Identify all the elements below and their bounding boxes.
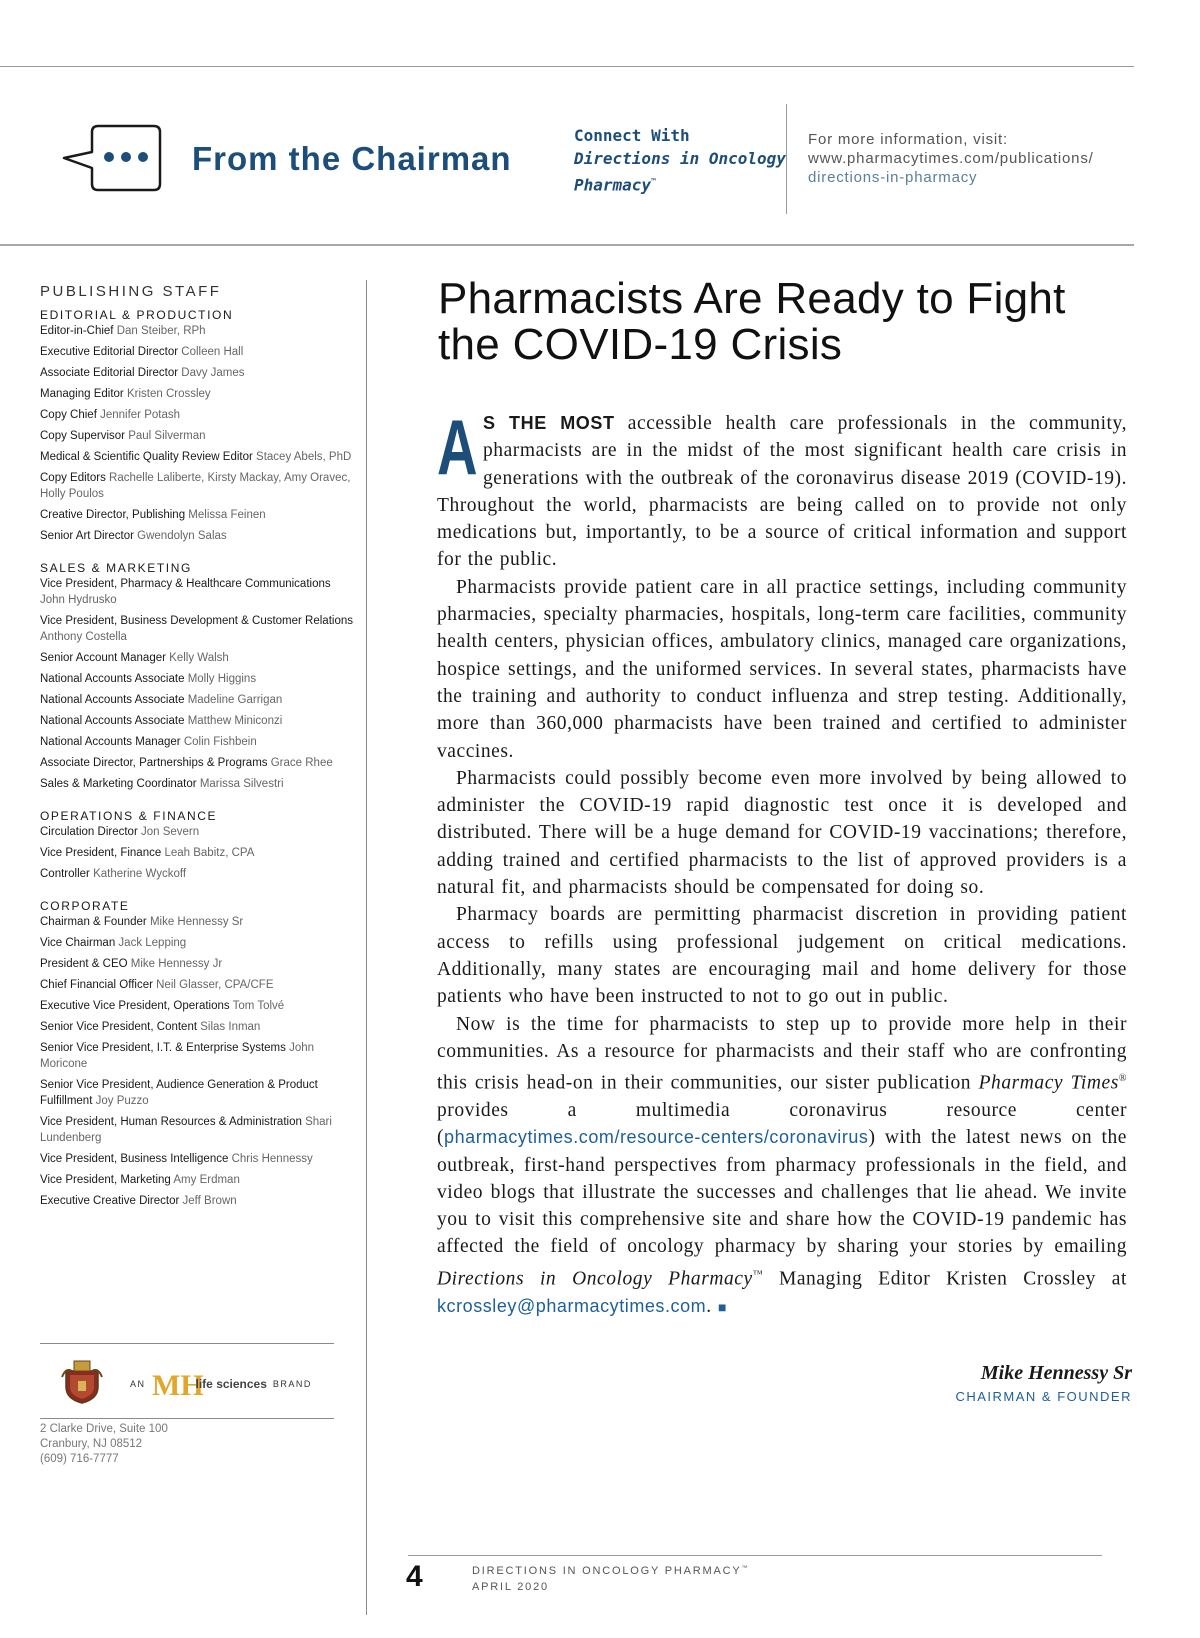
- staff-name: Paul Silverman: [128, 430, 206, 442]
- connect-line-3: Pharmacy™: [574, 175, 656, 195]
- staff-role: Managing Editor: [40, 388, 124, 400]
- staff-entry: [40, 1193, 355, 1209]
- staff-role: Senior Vice President, Content: [40, 1021, 198, 1033]
- staff-entry: [40, 323, 355, 339]
- svg-text:MH: MH: [151, 1369, 204, 1402]
- brand-life-sciences: life sciences: [195, 1377, 267, 1391]
- staff-role: Vice President, Marketing: [40, 1174, 171, 1186]
- staff-name: Silas Inman: [200, 1021, 261, 1033]
- staff-name: Colleen Hall: [181, 346, 244, 358]
- staff-role: National Accounts Manager: [40, 736, 181, 748]
- staff-entry: [40, 507, 355, 523]
- staff-name: Molly Higgins: [187, 673, 257, 685]
- section-title: From the Chairman: [192, 140, 512, 177]
- staff-entry: [40, 845, 355, 861]
- staff-entry: [40, 977, 355, 993]
- staff-name: Kristen Crossley: [126, 388, 211, 400]
- brand-an: AN: [130, 1379, 146, 1389]
- staff-role: Vice President, Pharmacy & Healthcare Communications: [40, 578, 331, 590]
- staff-section-title: OPERATIONS & FINANCE: [40, 809, 218, 823]
- resource-center-link[interactable]: pharmacytimes.com/resource-centers/coronavirus: [444, 1127, 869, 1148]
- staff-name: Matthew Miniconzi: [187, 715, 283, 727]
- staff-entry: [40, 1172, 355, 1188]
- staff-name: John Hydrusko: [40, 594, 117, 606]
- publication-name: Directions in Oncology Pharmacy: [437, 1268, 753, 1290]
- staff-role: Chief Financial Officer: [40, 979, 153, 991]
- staff-entry: [40, 365, 355, 381]
- connect-with-block: [574, 124, 786, 196]
- signature-title: CHAIRMAN & FOUNDER: [955, 1389, 1132, 1404]
- email-link[interactable]: kcrossley@pharmacytimes.com: [437, 1295, 707, 1316]
- staff-role: Controller: [40, 868, 90, 880]
- staff-entry: [40, 776, 355, 792]
- staff-name: Joy Puzzo: [95, 1095, 149, 1107]
- staff-name: Melissa Feinen: [188, 509, 266, 521]
- connect-line-1: Connect With: [574, 126, 690, 145]
- staff-name: Gwendolyn Salas: [137, 530, 227, 542]
- staff-name: Stacey Abels, PhD: [256, 451, 352, 463]
- staff-role: Executive Editorial Director: [40, 346, 179, 358]
- article-title: Pharmacists Are Ready to Fight the COVID-19 Crisis: [438, 274, 1066, 369]
- staff-entry: [40, 528, 355, 544]
- staff-section: [40, 808, 355, 882]
- brand-word: BRAND: [272, 1379, 312, 1389]
- staff-role: Copy Editors: [40, 472, 106, 484]
- staff-role: Vice President, Human Resources & Administration: [40, 1116, 302, 1128]
- lead-in: S THE MOST: [483, 413, 615, 433]
- staff-entry: [40, 613, 355, 645]
- staff-name: Kelly Walsh: [169, 652, 229, 664]
- address-line: Cranbury, NJ 08512: [40, 1438, 143, 1450]
- staff-name: Katherine Wyckoff: [93, 868, 187, 880]
- staff-role: Senior Vice President, I.T. & Enterprise Systems: [40, 1042, 286, 1054]
- staff-entry: [40, 470, 355, 502]
- crest-logo: [60, 1357, 104, 1405]
- staff-name: John Moricone: [40, 1042, 315, 1070]
- phone-number: (609) 716-7777: [40, 1453, 119, 1465]
- staff-entry: [40, 713, 355, 729]
- staff-section-title: CORPORATE: [40, 899, 130, 913]
- staff-role: Medical & Scientific Quality Review Editor: [40, 451, 253, 463]
- article-paragraph: Pharmacists provide patient care in all practice settings, including community pharmacies, specialty pharmacies, hospitals, long-term care facilities, community health centers, physician offices, ambulatory clinics, managed care organizations, hospice settings, and the uniformed services. In several states, pharmacists have the training and authority to conduct influenza and strep testing. Additionally, more than 360,000 pharmacists have been trained and certified to administer vaccines.: [437, 576, 1127, 762]
- article-paragraph: Now is the time for pharmacists to step up to provide more help in their communities. As a resource for pharmacists and their staff who are confronting this crisis head-on in their communities, our sister publication Pharmacy Times® provides a multimedia coronavirus resource center (pharmacytimes.com/resource-centers/coronavirus) with the latest news on the outbreak, first-hand perspectives from pharmacy professionals in the field, and video blogs that illustrate the successes and challenges that lie ahead. We invite you to visit this comprehensive site and share how the COVID-19 pandemic has affected the field of oncology pharmacy by sharing your stories by emailing Directions in Oncology Pharmacy™ Managing Editor Kristen Crossley at kcrossley@pharmacytimes.com. ■: [437, 1013, 1127, 1317]
- staff-name: Jon Severn: [140, 826, 200, 838]
- staff-role: Circulation Director: [40, 826, 138, 838]
- staff-heading: PUBLISHING STAFF: [40, 283, 222, 300]
- staff-entry: [40, 671, 355, 687]
- staff-entry: [40, 344, 355, 360]
- staff-role: Executive Vice President, Operations: [40, 1000, 230, 1012]
- header-bottom-rule: [0, 244, 1134, 246]
- staff-name: Leah Babitz, CPA: [164, 847, 255, 859]
- staff-role: Vice President, Business Intelligence: [40, 1153, 229, 1165]
- staff-role: Editor-in-Chief: [40, 325, 114, 337]
- staff-entry: [40, 692, 355, 708]
- staff-role: Senior Art Director: [40, 530, 134, 542]
- staff-role: National Accounts Associate: [40, 673, 185, 685]
- staff-entry: [40, 428, 355, 444]
- top-rule: [0, 66, 1134, 67]
- page-number: 4: [406, 1560, 423, 1593]
- staff-entry: [40, 1151, 355, 1167]
- staff-role: President & CEO: [40, 958, 128, 970]
- staff-name: Marissa Silvestri: [199, 778, 284, 790]
- staff-entry: [40, 734, 355, 750]
- staff-role: Senior Account Manager: [40, 652, 166, 664]
- staff-entry: [40, 1114, 355, 1146]
- staff-entry: [40, 914, 355, 930]
- staff-name: Tom Tolvé: [232, 1000, 285, 1012]
- staff-name: Jeff Brown: [182, 1195, 237, 1207]
- staff-entry: [40, 386, 355, 402]
- staff-name: Grace Rhee: [270, 757, 333, 769]
- staff-entry: [40, 1077, 355, 1109]
- article-paragraph: A S THE MOST accessible health care professionals in the community, pharmacists are in the midst of the most significant health care crisis in generations with the outbreak of the coronavirus disease 2019 (COVID-19). Throughout the world, pharmacists are being called on to provide not only medications but, importantly, to be a source of critical information and support for the public.: [437, 403, 1127, 571]
- staff-entry: [40, 576, 355, 608]
- staff-name: Anthony Costella: [40, 631, 127, 643]
- staff-entry: [40, 407, 355, 423]
- staff-role: Vice President, Business Development & Customer Relations: [40, 615, 353, 627]
- staff-name: Rachelle Laliberte, Kirsty Mackay, Amy Oravec, Holly Poulos: [40, 472, 351, 500]
- sidebar-rule: [40, 1343, 334, 1344]
- staff-role: Copy Supervisor: [40, 430, 126, 442]
- brand-lockup: [130, 1367, 312, 1401]
- mh-logo: [151, 1367, 204, 1402]
- staff-name: Chris Hennessy: [231, 1153, 313, 1165]
- publication-name: Pharmacy Times: [978, 1072, 1119, 1094]
- staff-entry: [40, 650, 355, 666]
- staff-name: Jennifer Potash: [100, 409, 181, 421]
- end-mark-icon: ■: [718, 1298, 728, 1315]
- staff-name: Colin Fishbein: [183, 736, 257, 748]
- staff-role: Copy Chief: [40, 409, 97, 421]
- article-paragraph: Pharmacy boards are permitting pharmacist discretion in providing patient access to refills using professional judgement on critical medications. Additionally, many states are encouraging mail and home delivery for those patients who have been instructed to not to go out in public.: [437, 904, 1127, 1008]
- staff-role: Vice President, Finance: [40, 847, 162, 859]
- staff-name: Neil Glasser, CPA/CFE: [156, 979, 274, 991]
- publisher-address: [40, 1422, 168, 1467]
- staff-name: Madeline Garrigan: [187, 694, 283, 706]
- connect-line-2: Directions in Oncology: [574, 149, 786, 168]
- staff-entry: [40, 824, 355, 840]
- staff-role: Creative Director, Publishing: [40, 509, 186, 521]
- info-line-1: For more information, visit:: [808, 131, 1008, 148]
- article-body: [437, 403, 1127, 1321]
- staff-role: Associate Editorial Director: [40, 367, 179, 379]
- staff-role: Executive Creative Director: [40, 1195, 180, 1207]
- footer-publication: DIRECTIONS IN ONCOLOGY PHARMACY™: [472, 1565, 750, 1577]
- drop-cap: A: [437, 403, 478, 491]
- staff-role: Chairman & Founder: [40, 916, 147, 928]
- staff-role: Senior Vice President, Audience Generation & Product Fulfillment: [40, 1079, 318, 1107]
- staff-section-title: SALES & MARKETING: [40, 561, 192, 575]
- staff-role: Associate Director, Partnerships & Programs: [40, 757, 268, 769]
- staff-section: [40, 307, 355, 544]
- info-link-line-1[interactable]: www.pharmacytimes.com/publications/: [808, 150, 1094, 167]
- staff-name: Dan Steiber, RPh: [116, 325, 206, 337]
- staff-section-title: EDITORIAL & PRODUCTION: [40, 308, 234, 322]
- staff-sections: [40, 307, 355, 1209]
- footer-rule: [408, 1555, 1102, 1556]
- more-info-block: [808, 130, 1094, 187]
- staff-name: Amy Erdman: [173, 1174, 240, 1186]
- staff-entry: [40, 956, 355, 972]
- publishing-staff-sidebar: [40, 283, 355, 1225]
- staff-entry: [40, 1040, 355, 1072]
- staff-role: National Accounts Associate: [40, 715, 185, 727]
- staff-entry: [40, 866, 355, 882]
- address-line: 2 Clarke Drive, Suite 100: [40, 1423, 168, 1435]
- staff-section: [40, 898, 355, 1209]
- header-vertical-divider: [786, 104, 787, 214]
- staff-entry: [40, 449, 355, 465]
- info-link-line-2[interactable]: directions-in-pharmacy: [808, 169, 978, 186]
- article-paragraph: Pharmacists could possibly become even more involved by being allowed to administer the COVID-19 rapid diagnostic test once it is developed and distributed. There will be a huge demand for COVID-19 vaccinations; therefore, adding trained and certified pharmacists to the list of approved providers is a natural fit, and pharmacists should be compensated for doing so.: [437, 767, 1127, 899]
- sidebar-rule: [40, 1418, 334, 1419]
- footer-date: APRIL 2020: [472, 1581, 549, 1593]
- staff-entry: [40, 935, 355, 951]
- staff-entry: [40, 755, 355, 771]
- staff-name: Jack Lepping: [118, 937, 187, 949]
- staff-entry: [40, 998, 355, 1014]
- speech-bubble-icon: [62, 122, 166, 194]
- staff-name: Davy James: [181, 367, 245, 379]
- staff-entry: [40, 1019, 355, 1035]
- staff-role: Sales & Marketing Coordinator: [40, 778, 197, 790]
- sidebar-divider: [366, 280, 367, 1615]
- staff-name: Shari Lundenberg: [40, 1116, 332, 1144]
- staff-name: Mike Hennessy Jr: [130, 958, 223, 970]
- staff-role: Vice Chairman: [40, 937, 116, 949]
- signature-name: Mike Hennessy Sr: [980, 1362, 1132, 1384]
- staff-role: National Accounts Associate: [40, 694, 185, 706]
- staff-name: Mike Hennessy Sr: [149, 916, 244, 928]
- staff-section: [40, 560, 355, 792]
